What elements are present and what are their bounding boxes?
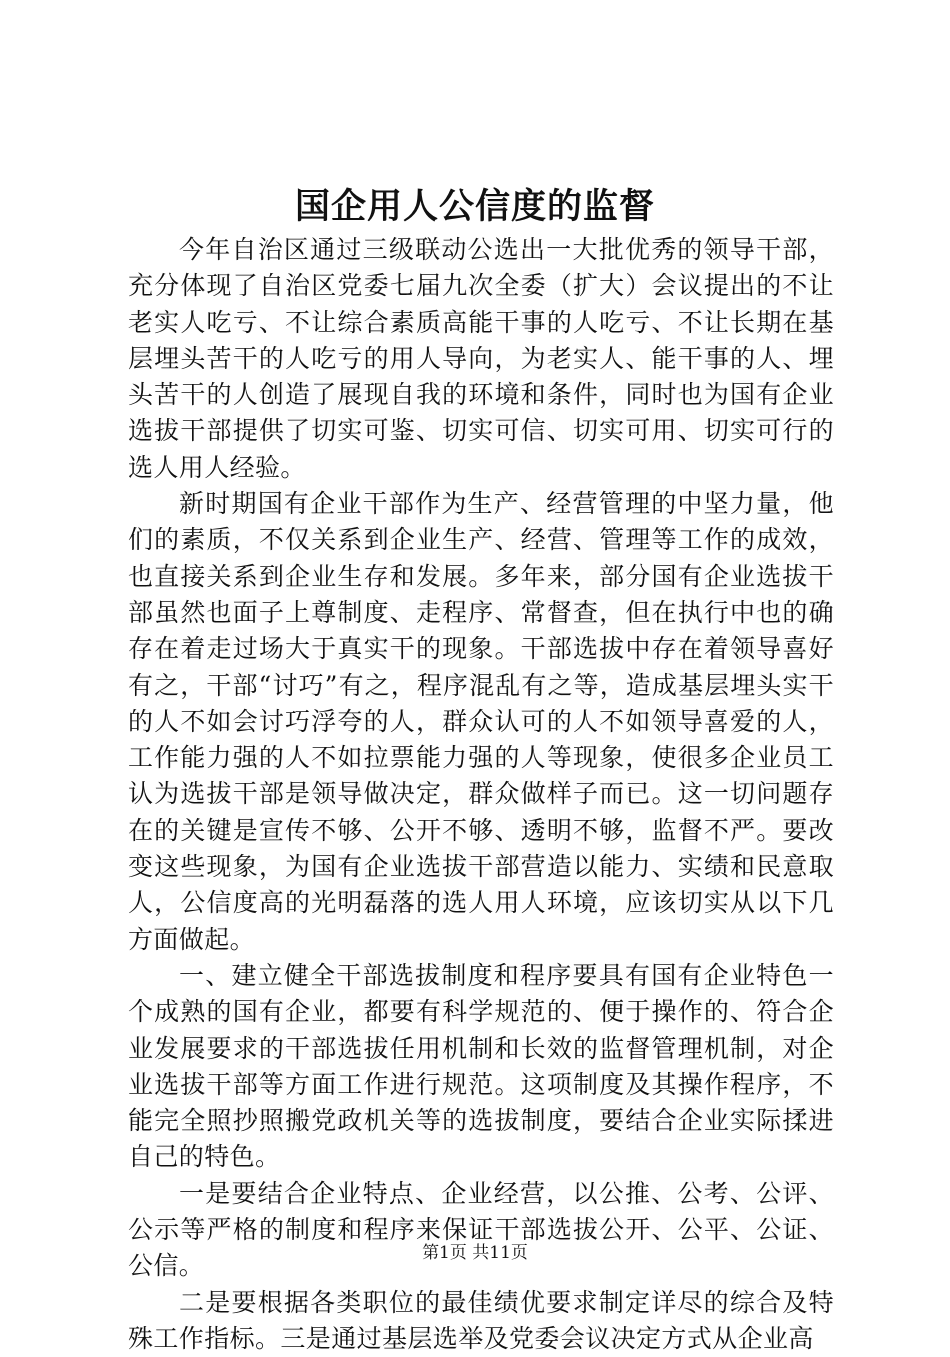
body-paragraph: 一、建立健全干部选拔制度和程序要具有国有企业特色一个成熟的国有企业，都要有科学规范的、便于操作的、符合企业发展要求的干部选拔任用机制和长效的监督管理机制，对企业选拔干部等方面工作进行规范。这项制度及其操作程序，不能完全照抄照搬党政机关等的选拔制度，要结合企业实际揉进自己的特色。 <box>128 960 834 1172</box>
document-title: 国企用人公信度的监督 <box>294 186 655 227</box>
page-number-footer: 第1页 共11页 <box>422 1243 528 1263</box>
body-paragraph: 二是要根据各类职位的最佳绩优要求制定详尽的综合及特殊工作指标。三是通过基层选举及党委会议决定方式从企业高 <box>128 1287 834 1353</box>
body-paragraph: 一是要结合企业特点、企业经营，以公推、公考、公评、公示等严格的制度和程序来保证干部选拔公开、公平、公证、公信。 <box>128 1178 834 1281</box>
body-paragraph: 今年自治区通过三级联动公选出一大批优秀的领导干部，充分体现了自治区党委七届九次全委（扩大）会议提出的不让老实人吃亏、不让综合素质高能干事的人吃亏、不让长期在基层埋头苦干的人吃亏的用人导向，为老实人、能干事的人、埋头苦干的人创造了展现自我的环境和条件，同时也为国有企业选拔干部提供了切实可鉴、切实可信、切实可用、切实可行的选人用人经验。 <box>128 235 834 482</box>
document-body <box>128 232 834 1357</box>
body-paragraph: 新时期国有企业干部作为生产、经营管理的中坚力量，他们的素质，不仅关系到企业生产、经营、管理等工作的成效，也直接关系到企业生存和发展。多年来，部分国有企业选拔干部虽然也面子上尊制度、走程序、常督查，但在执行中也的确存在着走过场大于真实干的现象。干部选拔中存在着领导喜好有之，干部“讨巧”有之，程序混乱有之等，造成基层埋头实干的人不如会讨巧浮夸的人，群众认可的人不如领导喜爱的人，工作能力强的人不如拉票能力强的人等现象，使很多企业员工认为选拔干部是领导做决定，群众做样子而已。这一切问题存在的关键是宣传不够、公开不够、透明不够，监督不严。要改变这些现象，为国有企业选拔干部营造以能力、实绩和民意取人，公信度高的光明磊落的选人用人环境，应该切实从以下几方面做起。 <box>128 489 834 954</box>
